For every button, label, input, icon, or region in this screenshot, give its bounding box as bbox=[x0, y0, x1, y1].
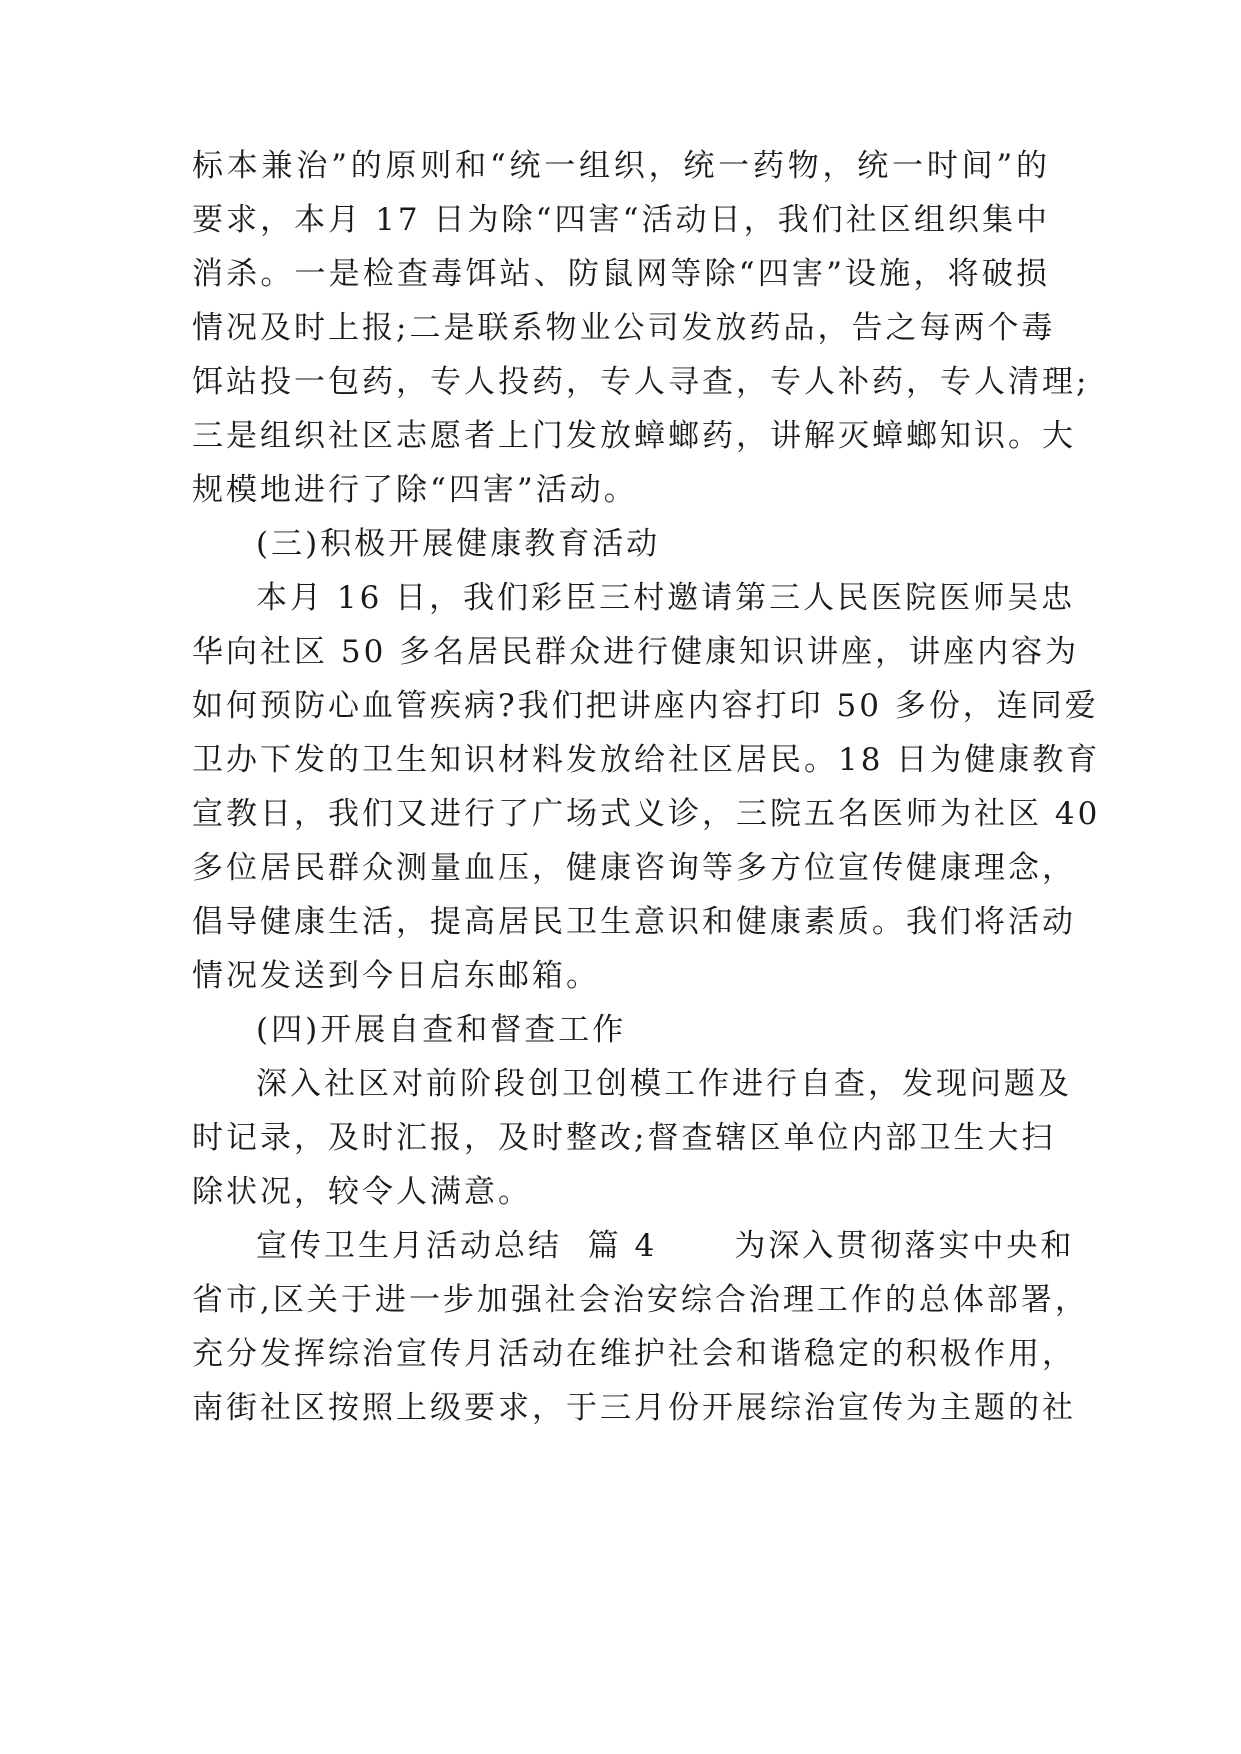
paragraph-line: 标本兼治”的原则和“统一组织，统一药物，统一时间”的 bbox=[192, 148, 1050, 184]
paragraph-line: 深入社区对前阶段创卫创模工作进行自查，发现问题及 bbox=[256, 1066, 1072, 1102]
paragraph-line: 如何预防心血管疾病?我们把讲座内容打印 50 多份，连同爱 bbox=[192, 688, 1099, 724]
paragraph-line: 规模地进行了除“四害”活动。 bbox=[192, 472, 638, 508]
article-title-line: 宣传卫生月活动总结 篇 4 为深入贯彻落实中央和 bbox=[256, 1228, 1075, 1264]
paragraph-line: 本月 16 日，我们彩臣三村邀请第三人民医院医师吴忠 bbox=[256, 580, 1076, 616]
paragraph-line: 情况及时上报;二是联系物业公司发放药品，告之每两个毒 bbox=[192, 310, 1056, 346]
paragraph-line: 三是组织社区志愿者上门发放蟑螂药，讲解灭蟑螂知识。大 bbox=[192, 418, 1076, 454]
paragraph-line: 倡导健康生活，提高居民卫生意识和健康素质。我们将活动 bbox=[192, 904, 1076, 940]
paragraph-line: 时记录，及时汇报，及时整改;督查辖区单位内部卫生大扫 bbox=[192, 1120, 1056, 1156]
paragraph-line: 多位居民群众测量血压，健康咨询等多方位宣传健康理念， bbox=[192, 850, 1076, 886]
paragraph-line: 饵站投一包药，专人投药，专人寻查，专人补药，专人清理; bbox=[192, 364, 1090, 400]
paragraph-line: 充分发挥综治宣传月活动在维护社会和谐稳定的积极作用， bbox=[192, 1336, 1076, 1372]
paragraph-line: 除状况，较令人满意。 bbox=[192, 1174, 532, 1210]
paragraph-line: 卫办下发的卫生知识材料发放给社区居民。18 日为健康教育 bbox=[192, 742, 1101, 778]
paragraph-line: 情况发送到今日启东邮箱。 bbox=[192, 958, 600, 994]
paragraph-line: 省市,区关于进一步加强社会治安综合治理工作的总体部署， bbox=[192, 1282, 1089, 1318]
paragraph-line: 华向社区 50 多名居民群众进行健康知识讲座，讲座内容为 bbox=[192, 634, 1080, 670]
paragraph-line: 宣教日，我们又进行了广场式义诊，三院五名医师为社区 40 bbox=[192, 796, 1101, 832]
section-heading: (四)开展自查和督查工作 bbox=[256, 1012, 627, 1048]
paragraph-line: 要求，本月 17 日为除“四害“活动日，我们社区组织集中 bbox=[192, 202, 1050, 238]
paragraph-line: 消杀。一是检查毒饵站、防鼠网等除“四害”设施，将破损 bbox=[192, 256, 1050, 292]
paragraph-line: 南街社区按照上级要求，于三月份开展综治宣传为主题的社 bbox=[192, 1390, 1076, 1426]
section-heading: (三)积极开展健康教育活动 bbox=[256, 526, 661, 562]
